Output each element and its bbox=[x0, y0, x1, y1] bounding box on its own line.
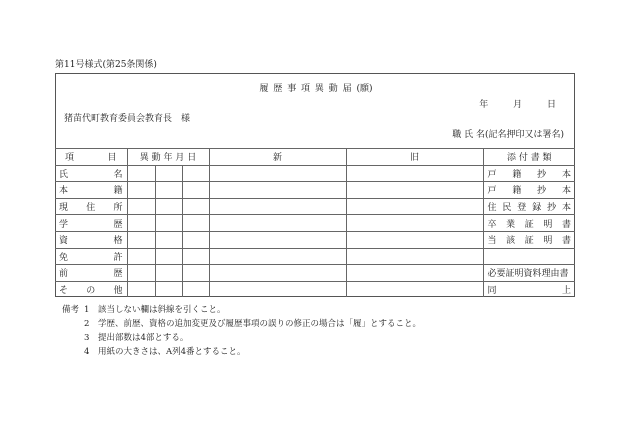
day-cell[interactable] bbox=[182, 215, 209, 232]
note-item bbox=[62, 317, 421, 331]
year-cell[interactable] bbox=[127, 165, 155, 182]
table-row bbox=[55, 182, 575, 199]
month-cell[interactable] bbox=[155, 198, 182, 215]
attachment-cell: 当 該 証 明 書 bbox=[483, 231, 575, 248]
old-value-cell[interactable] bbox=[346, 231, 483, 248]
new-value-cell[interactable] bbox=[209, 231, 346, 248]
note-number: 1 bbox=[84, 305, 90, 315]
new-value-cell[interactable] bbox=[209, 215, 346, 232]
row-item-label: 氏 名 bbox=[55, 165, 127, 182]
attachment-cell: 住 民 登 録 抄 本 bbox=[483, 198, 575, 215]
month-cell[interactable] bbox=[155, 215, 182, 232]
day-cell[interactable] bbox=[182, 231, 209, 248]
notes-label bbox=[62, 331, 84, 345]
month-cell[interactable] bbox=[155, 281, 182, 297]
day-label: 日 bbox=[546, 100, 556, 110]
new-value-cell[interactable] bbox=[209, 182, 346, 199]
year-cell[interactable] bbox=[127, 265, 155, 282]
month-cell[interactable] bbox=[155, 248, 182, 265]
note-text: 用紙の大きさは、A列4番とすること。 bbox=[98, 347, 246, 357]
table-row bbox=[55, 265, 575, 282]
attachment-cell: 戸 籍 抄 本 bbox=[483, 182, 575, 199]
row-item-label: そ の 他 bbox=[55, 281, 127, 297]
day-cell[interactable] bbox=[182, 281, 209, 297]
old-value-cell[interactable] bbox=[346, 165, 483, 182]
year-cell[interactable] bbox=[127, 182, 155, 199]
new-value-cell[interactable] bbox=[209, 248, 346, 265]
header-old: 旧 bbox=[346, 149, 483, 166]
table-row bbox=[55, 231, 575, 248]
day-cell[interactable] bbox=[182, 165, 209, 182]
new-value-cell[interactable] bbox=[209, 265, 346, 282]
header-new: 新 bbox=[209, 149, 346, 166]
year-cell[interactable] bbox=[127, 198, 155, 215]
month-cell[interactable] bbox=[155, 265, 182, 282]
year-cell[interactable] bbox=[127, 231, 155, 248]
row-item-label: 免 許 bbox=[55, 248, 127, 265]
attachment-cell bbox=[483, 248, 575, 265]
day-cell[interactable] bbox=[182, 265, 209, 282]
note-item bbox=[62, 303, 421, 317]
year-cell[interactable] bbox=[127, 248, 155, 265]
note-text: 学歴、前歴、資格の追加変更及び履歴事項の誤りの修正の場合は「履」とすること。 bbox=[98, 319, 422, 329]
note-number: 4 bbox=[84, 347, 90, 357]
month-cell[interactable] bbox=[155, 231, 182, 248]
day-cell[interactable] bbox=[182, 182, 209, 199]
table-row bbox=[55, 165, 575, 182]
table-row bbox=[55, 198, 575, 215]
row-item-label: 本 籍 bbox=[55, 182, 127, 199]
form-frame bbox=[55, 73, 575, 297]
attachment-cell: 必要証明資料理由書 bbox=[483, 265, 575, 282]
attachment-cell: 戸 籍 抄 本 bbox=[483, 165, 575, 182]
addressee: 猪苗代町教育委員会教育長 様 bbox=[64, 114, 191, 124]
new-value-cell[interactable] bbox=[209, 281, 346, 297]
old-value-cell[interactable] bbox=[346, 281, 483, 297]
year-cell[interactable] bbox=[127, 215, 155, 232]
old-value-cell[interactable] bbox=[346, 182, 483, 199]
day-cell[interactable] bbox=[182, 248, 209, 265]
date-field[interactable] bbox=[457, 97, 556, 110]
table-row bbox=[55, 248, 575, 265]
form-title: 履 歴 事 項 異 動 届 (願) bbox=[259, 84, 373, 94]
header-attachments: 添 付 書 類 bbox=[483, 149, 575, 166]
row-item-label: 学 歴 bbox=[55, 215, 127, 232]
new-value-cell[interactable] bbox=[209, 198, 346, 215]
note-number: 3 bbox=[84, 333, 90, 343]
header-item: 項 目 bbox=[55, 149, 127, 166]
old-value-cell[interactable] bbox=[346, 215, 483, 232]
note-text: 該当しない欄は斜線を引くこと。 bbox=[98, 305, 226, 315]
note-item bbox=[62, 331, 421, 345]
row-item-label: 前 歴 bbox=[55, 265, 127, 282]
old-value-cell[interactable] bbox=[346, 265, 483, 282]
month-cell[interactable] bbox=[155, 182, 182, 199]
month-label: 月 bbox=[513, 100, 523, 110]
old-value-cell[interactable] bbox=[346, 248, 483, 265]
signature-field[interactable]: 職 氏 名(記名押印又は署名) bbox=[452, 130, 564, 140]
year-label: 年 bbox=[479, 100, 489, 110]
notes-section bbox=[62, 303, 421, 359]
row-item-label: 現 住 所 bbox=[55, 198, 127, 215]
form-number: 第11号様式(第25条関係) bbox=[55, 60, 157, 70]
attachment-cell: 同 上 bbox=[483, 281, 575, 297]
table-row bbox=[55, 215, 575, 232]
note-text: 提出部数は4部とする。 bbox=[98, 333, 189, 343]
notes-label bbox=[62, 317, 84, 331]
year-cell[interactable] bbox=[127, 281, 155, 297]
records-table bbox=[55, 148, 575, 297]
notes-label bbox=[62, 345, 84, 359]
note-number: 2 bbox=[84, 319, 90, 329]
table-row bbox=[55, 281, 575, 297]
header-change-date: 異 動 年 月 日 bbox=[127, 149, 209, 166]
old-value-cell[interactable] bbox=[346, 198, 483, 215]
table-header-row bbox=[55, 149, 575, 166]
attachment-cell: 卒 業 証 明 書 bbox=[483, 215, 575, 232]
row-item-label: 資 格 bbox=[55, 231, 127, 248]
day-cell[interactable] bbox=[182, 198, 209, 215]
note-item bbox=[62, 345, 421, 359]
new-value-cell[interactable] bbox=[209, 165, 346, 182]
month-cell[interactable] bbox=[155, 165, 182, 182]
notes-label: 備考 bbox=[62, 305, 80, 315]
